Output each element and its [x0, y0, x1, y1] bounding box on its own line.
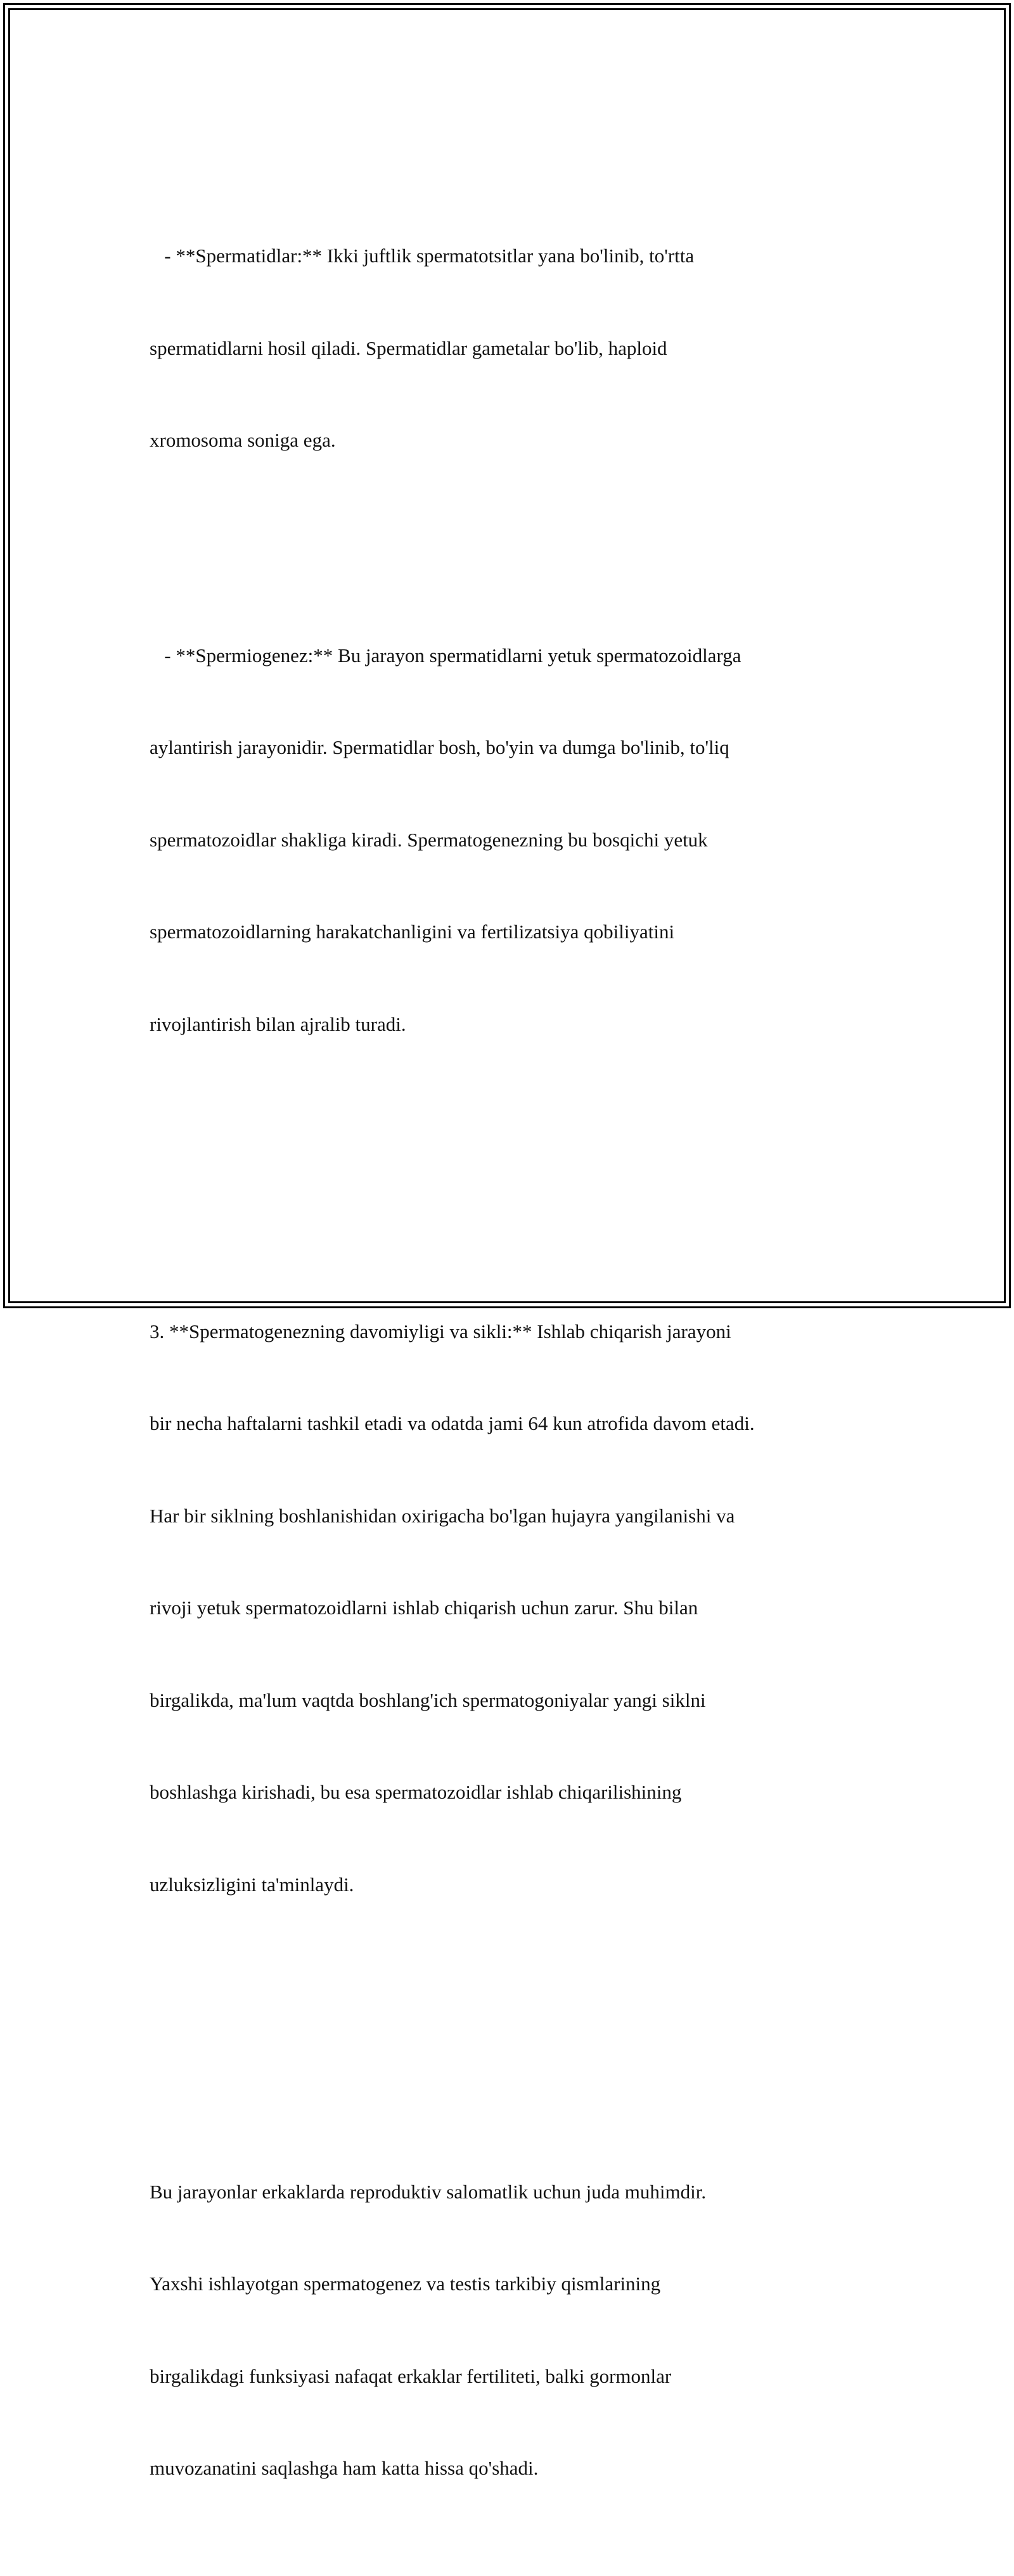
- text-line: Har bir siklning boshlanishidan oxirigacha bo'lgan hujayra yangilanishi va: [150, 1504, 735, 1527]
- text-line: - **Spermiogenez:** Bu jarayon spermatidlarni yetuk spermatozoidlarga: [150, 644, 741, 666]
- document-body: [150, 118, 878, 2576]
- text-line: - **Spermatidlar:** Ikki juftlik spermatotsitlar yana bo'linib, to'rtta: [150, 245, 695, 267]
- text-line: xromosoma soniga ega.: [150, 429, 336, 451]
- text-line: muvozanatini saqlashga ham katta hissa qo'shadi.: [150, 2457, 539, 2479]
- paragraph-spermatidlar: [150, 179, 878, 518]
- text-line: rivoji yetuk spermatozoidlarni ishlab chiqarish uchun zarur. Shu bilan: [150, 1597, 698, 1619]
- paragraph-gap: [150, 1163, 878, 1194]
- text-line: bir necha haftalarni tashkil etadi va odatda jami 64 kun atrofida davom etadi.: [150, 1412, 755, 1434]
- text-line: birgalikdagi funksiyasi nafaqat erkaklar fertiliteti, balki gormonlar: [150, 2364, 672, 2387]
- paragraph-conclusion: [150, 2115, 878, 2546]
- text-line: birgalikda, ma'lum vaqtda boshlang'ich spermatogoniyalar yangi siklni: [150, 1688, 706, 1711]
- text-line: aylantirish jarayonidir. Spermatidlar bosh, bo'yin va dumga bo'linib, to'liq: [150, 736, 729, 758]
- text-line: boshlashga kirishadi, bu esa spermatozoidlar ishlab chiqarilishining: [150, 1781, 682, 1803]
- text-line: Yaxshi ishlayotgan spermatogenez va testis tarkibiy qismlarining: [150, 2273, 661, 2295]
- text-line: spermatozoidlar shakliga kiradi. Spermatogenezning bu bosqichi yetuk: [150, 828, 708, 851]
- text-line: spermatozoidlarning harakatchanligini va fertilizatsiya qobiliyatini: [150, 921, 675, 943]
- paragraph-gap: [150, 2023, 878, 2054]
- paragraph-davomiyligi: [150, 1255, 878, 1962]
- paragraph-spermiogenez: [150, 579, 878, 1102]
- text-line: rivojlantirish bilan ajralib turadi.: [150, 1012, 406, 1035]
- text-line: 3. **Spermatogenezning davomiyligi va sikli:** Ishlab chiqarish jarayoni: [150, 1320, 731, 1342]
- text-line: Bu jarayonlar erkaklarda reproduktiv salomatlik uchun juda muhimdir.: [150, 2180, 707, 2203]
- text-line: uzluksizligini ta'minlaydi.: [150, 1873, 354, 1896]
- text-line: spermatidlarni hosil qiladi. Spermatidlar gametalar bo'lib, haploid: [150, 336, 667, 359]
